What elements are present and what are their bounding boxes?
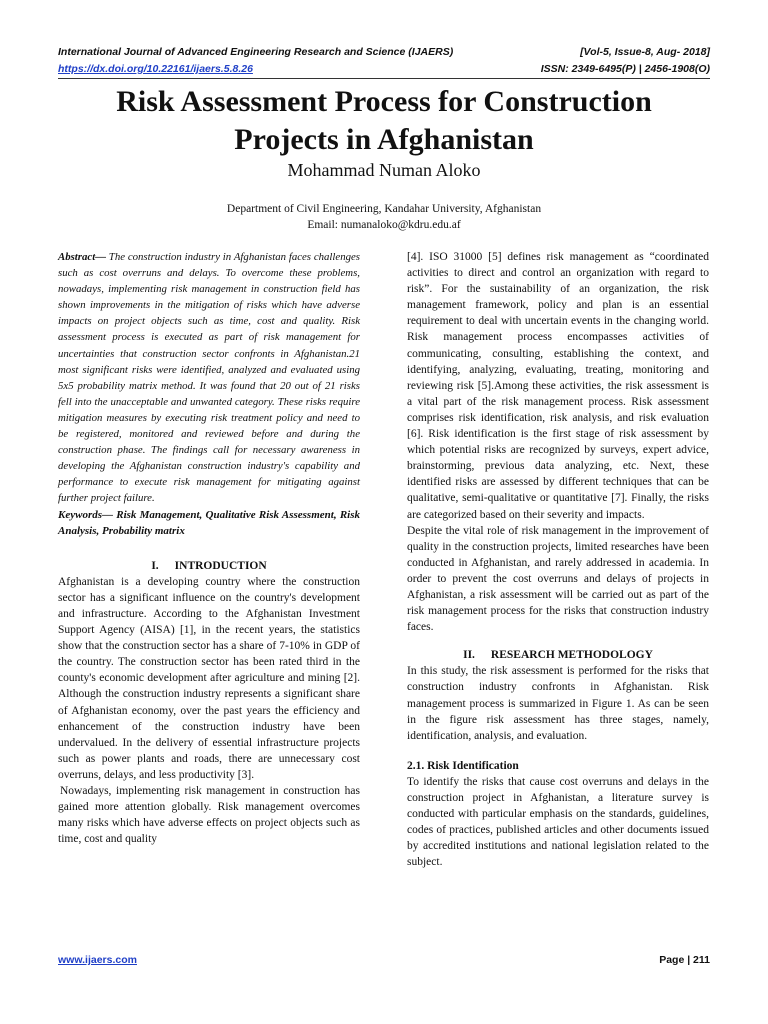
section-title: INTRODUCTION (174, 559, 267, 572)
keywords-text: Risk Management, Qualitative Risk Assessment, Risk Analysis, Probability matrix (58, 508, 360, 537)
intro-paragraph-1: Afghanistan is a developing country where the construction sector has a significant influence on the country's development and infrastructure. According to the Afghanistan Investment Support Agency (AISA) [1], in the recent years, the statistics show that the construction sector has a share of 7-10% in GDP of the country. The construction sector has been rated third in the county's economic development after agriculture and mining [2]. Although the construction industry represents a significant share of Afghanistan economy, over the past years the efficiency and enhancement of the construction industry have been undervalued. In the delivery of essential infrastructure projects such as power plants and roads, there are unnecessary cost overruns, delays, and less productivity [3]. (58, 575, 360, 781)
paper-title (58, 83, 710, 159)
keywords-label: Keywords— (58, 508, 113, 521)
risk-identification-paragraph: To identify the risks that cause cost overruns and delays in the construction project in Afghanistan, a literature survey is conducted with particular emphasis on the standards, guidelines, codes of practices, published articles and other documents issued by accredited institutions and national legislation related to the subject. (407, 775, 709, 869)
right-column (407, 249, 709, 870)
issn: ISSN: 2349-6495(P) | 2456-1908(O) (540, 63, 710, 75)
subsection-heading-risk-identification: 2.1. Risk Identification (407, 759, 519, 772)
right-paragraph-2: Despite the vital role of risk management in the improvement of quality in the construction projects, limited researches have been conducted in Afghanistan, and rarely addressed in academia. In order to prevent the cost overruns and delays of projects in Afghanistan, a risk assessment will be carried out as part of the risk management process for the risks that construction industry faces. (407, 524, 709, 634)
doi-link[interactable]: https://dx.doi.org/10.22161/ijaers.5.8.26 (58, 63, 253, 75)
section-heading-introduction (58, 558, 360, 574)
section-heading-methodology (407, 647, 709, 663)
page-number: Page | 211 (659, 954, 710, 966)
intro-paragraph-2: Nowadays, implementing risk management in construction has gained more attention globally. Risk management overcomes many risks which have adverse effects on project objects such as time, cost and quality (58, 785, 360, 846)
title-line-2: Projects in Afghanistan (234, 123, 534, 156)
website-link[interactable]: www.ijaers.com (58, 954, 137, 966)
section-title: RESEARCH METHODOLOGY (490, 649, 653, 662)
affiliation: Department of Civil Engineering, Kandahar University, Afghanistan (226, 203, 542, 215)
author-email: Email: numanaloko@kdru.edu.af (307, 219, 461, 231)
title-line-1: Risk Assessment Process for Construction (116, 85, 652, 118)
section-number: II. (463, 649, 475, 662)
author-name: Mohammad Numan Aloko (287, 160, 481, 180)
header-rule (58, 78, 710, 79)
volume-issue: [Vol-5, Issue-8, Aug- 2018] (580, 46, 710, 58)
abstract (58, 249, 360, 507)
abstract-label: Abstract— (58, 251, 106, 263)
keywords (58, 507, 360, 539)
methodology-paragraph: In this study, the risk assessment is performed for the risks that construction industry confronts in Afghanistan. Risk management process is summarized in Figure 1. As can be seen in the figure risk assessment has three stages, namely, identification, analysis, and evaluation. (407, 665, 709, 742)
abstract-text: The construction industry in Afghanistan faces challenges such as cost overruns and delays. To overcome these problems, nowadays, implementing risk management in construction field has shown improvements in the mitigation of risks which have adverse impacts on project objects such as time, cost and quality. Risk assessment process is executed as part of risk management for uncertainties that construction sector confronts in Afghanistan.21 most significant risks were identified, analyzed and evaluated using 5x5 probability matrix method. It was found that 20 out of 21 risks fell into the unacceptable and unwanted category. These risks require mitigation measures by executing risk treatment policy and need to be registered, monitored and reviewed before and during the construction phase. The findings call for necessary awareness in developing the Afghanistan construction industry's capability and performance to execute risk management for mitigating against further project failure. (58, 251, 360, 505)
left-column (58, 249, 360, 847)
right-paragraph-1: [4]. ISO 31000 [5] defines risk management as “coordinated activities to direct and control an organization with regard to risk”. For the sustainability of an organization, the risk management framework, policy and plan is an essential requirement to deal with uncertain events in the changing world. Risk management process encompasses activities of communicating, consulting, establishing the context, and identifying, analyzing, evaluating, treating, monitoring and reviewing risk [5].Among these activities, the risk assessment is a vital part of the risk management process. Risk assessment comprises risk identification, risk analysis, and risk evaluation [6]. Risk identification is the first stage of risk assessment by which potential risks are recognized by surveys, expert advice, brainstorming, previous data analyzing, etc. Next, these identified risks are assessed by different techniques that can be qualitative, semi-qualitative or quantitative [7]. Finally, the risks are categorized based on their severity and impacts. (407, 251, 709, 521)
journal-name: International Journal of Advanced Engineering Research and Science (IJAERS) (58, 46, 454, 58)
section-number: I. (151, 559, 159, 572)
